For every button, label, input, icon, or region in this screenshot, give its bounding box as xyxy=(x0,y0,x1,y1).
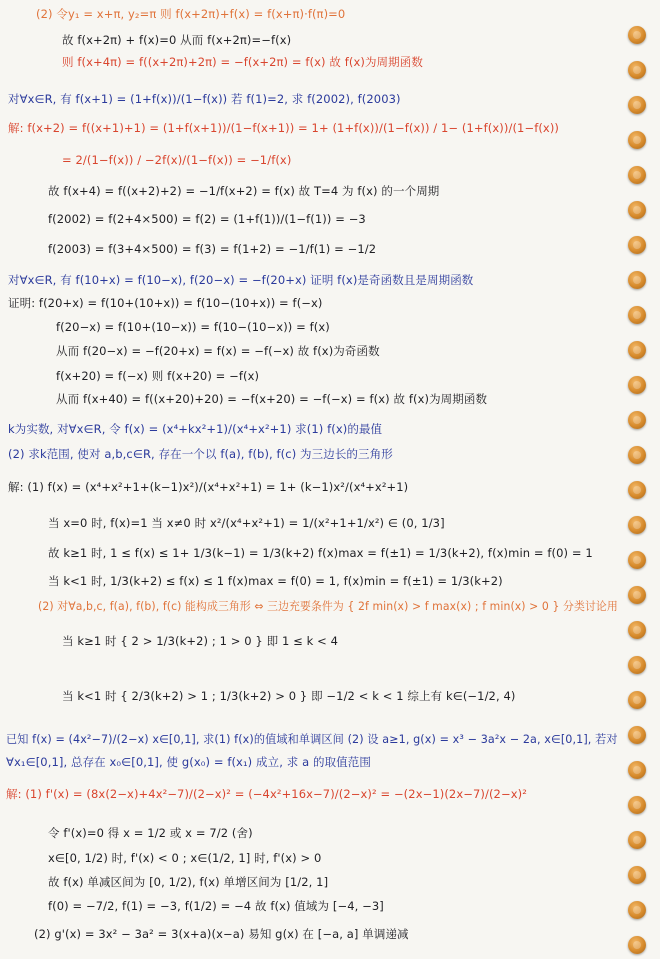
note-line: = 2/(1−f(x)) / −2f(x)/(1−f(x)) = −1/f(x) xyxy=(62,153,292,167)
note-line: 对∀x∈R, 有 f(x+1) = (1+f(x))/(1−f(x)) 若 f(1)=2, 求 f(2002), f(2003) xyxy=(8,92,401,106)
note-line: (2) 令y₁ = x+π, y₂=π 则 f(x+2π)+f(x) = f(x+π)·f(π)=0 xyxy=(36,7,346,21)
note-line: 已知 f(x) = (4x²−7)/(2−x) x∈[0,1], 求(1) f(x)的值域和单调区间 (2) 设 a≥1, g(x) = x³ − 3a²x − 2a, x∈[0,1], 若对 xyxy=(6,732,618,746)
binding-ring xyxy=(628,796,646,814)
note-line: f(20−x) = f(10+(10−x)) = f(10−(10−x)) = f(x) xyxy=(56,320,330,334)
binding-ring xyxy=(628,61,646,79)
note-line: 故 f(x+4) = f((x+2)+2) = −1/f(x+2) = f(x) 故 T=4 为 f(x) 的一个周期 xyxy=(48,184,440,198)
binding-ring xyxy=(628,341,646,359)
note-line: 故 k≥1 时, 1 ≤ f(x) ≤ 1+ 1/3(k−1) = 1/3(k+2) f(x)max = f(±1) = 1/3(k+2), f(x)min = f(0) = 1 xyxy=(48,546,593,560)
note-line: 当 k≥1 时 { 2 > 1/3(k+2) ; 1 > 0 } 即 1 ≤ k < 4 xyxy=(62,634,339,648)
binding-ring xyxy=(628,901,646,919)
binding-ring xyxy=(628,306,646,324)
binding-ring xyxy=(628,201,646,219)
binding-ring xyxy=(628,26,646,44)
binding-ring xyxy=(628,236,646,254)
binding-ring xyxy=(628,656,646,674)
note-line: f(x+20) = f(−x) 则 f(x+20) = −f(x) xyxy=(56,369,260,383)
note-line: 对∀x∈R, 有 f(10+x) = f(10−x), f(20−x) = −f(20+x) 证明 f(x)是奇函数且是周期函数 xyxy=(8,273,474,287)
note-line: x∈[0, 1/2) 时, f'(x) < 0 ; x∈(1/2, 1] 时, f'(x) > 0 xyxy=(48,851,322,865)
note-line: 解: (1) f(x) = (x⁴+x²+1+(k−1)x²)/(x⁴+x²+1) = 1+ (k−1)x²/(x⁴+x²+1) xyxy=(8,480,409,494)
binding-ring xyxy=(628,411,646,429)
note-line: 证明: f(20+x) = f(10+(10+x)) = f(10−(10+x)) = f(−x) xyxy=(8,296,323,310)
binding-ring xyxy=(628,936,646,954)
note-line: (2) 对∀a,b,c, f(a), f(b), f(c) 能构成三角形 ⇔ 三边充要条件为 { 2f min(x) > f max(x) ; f min(x) > 0 } 分类讨论用 xyxy=(38,599,618,613)
note-line: 当 k<1 时 { 2/3(k+2) > 1 ; 1/3(k+2) > 0 } 即 −1/2 < k < 1 综上有 k∈(−1/2, 4) xyxy=(62,689,516,703)
note-line: (2) g'(x) = 3x² − 3a² = 3(x+a)(x−a) 易知 g(x) 在 [−a, a] 单调递减 xyxy=(34,927,409,941)
note-line: 故 f(x) 单减区间为 [0, 1/2), f(x) 单增区间为 [1/2, 1] xyxy=(48,875,329,889)
note-line: ∀x₁∈[0,1], 总存在 x₀∈[0,1], 使 g(x₀) = f(x₁) 成立, 求 a 的取值范围 xyxy=(6,755,371,769)
binding-ring xyxy=(628,96,646,114)
note-line: 故 f(x+2π) + f(x)=0 从而 f(x+2π)=−f(x) xyxy=(62,33,292,47)
binding-ring xyxy=(628,726,646,744)
note-line: 当 k<1 时, 1/3(k+2) ≤ f(x) ≤ 1 f(x)max = f(0) = 1, f(x)min = f(±1) = 1/3(k+2) xyxy=(48,574,503,588)
note-line: 解: (1) f'(x) = (8x(2−x)+4x²−7)/(2−x)² = (−4x²+16x−7)/(2−x)² = −(2x−1)(2x−7)/(2−x)² xyxy=(6,787,527,801)
binding-ring xyxy=(628,831,646,849)
note-line: 解: f(x+2) = f((x+1)+1) = (1+f(x+1))/(1−f(x+1)) = 1+ (1+f(x))/(1−f(x)) / 1− (1+f(x))/(1−f(x)) xyxy=(8,121,560,135)
binding-ring xyxy=(628,376,646,394)
binding-ring xyxy=(628,446,646,464)
note-line: f(2002) = f(2+4×500) = f(2) = (1+f(1))/(1−f(1)) = −3 xyxy=(48,212,366,226)
binding-ring xyxy=(628,166,646,184)
note-line: k为实数, 对∀x∈R, 令 f(x) = (x⁴+kx²+1)/(x⁴+x²+1) 求(1) f(x)的最值 xyxy=(8,422,383,436)
note-line: 从而 f(20−x) = −f(20+x) = f(x) = −f(−x) 故 f(x)为奇函数 xyxy=(56,344,380,358)
binding-ring xyxy=(628,271,646,289)
binding-ring xyxy=(628,761,646,779)
binding-ring xyxy=(628,621,646,639)
spiral-binding xyxy=(622,0,656,959)
binding-ring xyxy=(628,691,646,709)
binding-ring xyxy=(628,586,646,604)
binding-ring xyxy=(628,551,646,569)
note-line: f(2003) = f(3+4×500) = f(3) = f(1+2) = −1/f(1) = −1/2 xyxy=(48,242,377,256)
note-line: 当 x=0 时, f(x)=1 当 x≠0 时 x²/(x⁴+x²+1) = 1/(x²+1+1/x²) ∈ (0, 1/3] xyxy=(48,516,445,530)
note-line: f(0) = −7/2, f(1) = −3, f(1/2) = −4 故 f(x) 值域为 [−4, −3] xyxy=(48,899,384,913)
note-line: 从而 f(x+40) = f((x+20)+20) = −f(x+20) = −f(−x) = f(x) 故 f(x)为周期函数 xyxy=(56,392,488,406)
binding-ring xyxy=(628,131,646,149)
binding-ring xyxy=(628,866,646,884)
note-line: (2) 求k范围, 使对 a,b,c∈R, 存在一个以 f(a), f(b), f(c) 为三边长的三角形 xyxy=(8,447,393,461)
binding-ring xyxy=(628,516,646,534)
binding-ring xyxy=(628,481,646,499)
note-line: 则 f(x+4π) = f((x+2π)+2π) = −f(x+2π) = f(x) 故 f(x)为周期函数 xyxy=(62,55,423,69)
note-line: 令 f'(x)=0 得 x = 1/2 或 x = 7/2 (舍) xyxy=(48,826,253,840)
